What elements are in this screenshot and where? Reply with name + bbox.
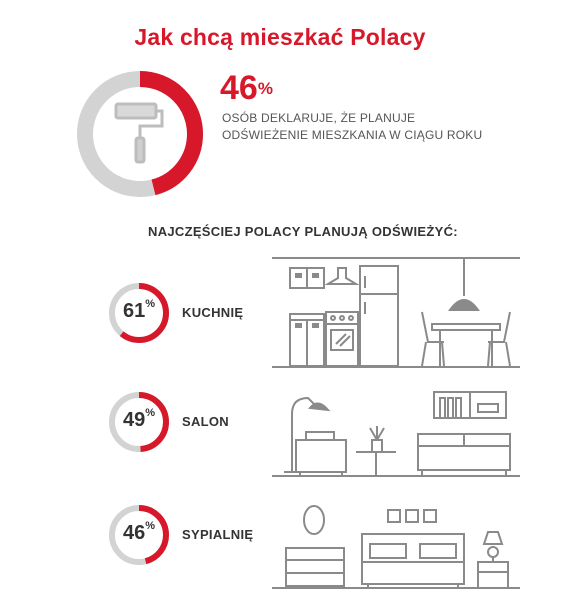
living-room-percent: 49% (122, 407, 156, 431)
kitchen-percent: 61% (122, 298, 156, 322)
summary-donut (72, 66, 208, 202)
summary-description-line: OSÓB DEKLARUJE, ŻE PLANUJE (222, 111, 416, 125)
summary-number: 46 (220, 69, 258, 107)
living-room-label: SALON (182, 414, 229, 429)
summary-value (220, 68, 273, 108)
page-title: Jak chcą mieszkać Polacy (134, 24, 426, 50)
kitchen-label: KUCHNIĘ (182, 305, 244, 320)
living-room-illustration (272, 384, 524, 480)
summary-unit: % (257, 79, 273, 98)
kitchen-illustration (272, 254, 524, 370)
bedroom-label: SYPIALNIĘ (182, 527, 254, 542)
paint-roller-icon (116, 104, 162, 162)
bedroom-donut (106, 502, 172, 568)
bedroom-percent: 46% (122, 520, 156, 544)
section-subtitle: NAJCZĘŚCIEJ POLACY PLANUJĄ ODŚWIEŻYĆ: (148, 224, 458, 239)
summary-description-line: ODŚWIEŻENIE MIESZKANIA W CIĄGU ROKU (222, 128, 483, 142)
summary-description (222, 110, 522, 144)
living-room-donut (106, 389, 172, 455)
kitchen-donut (106, 280, 172, 346)
bedroom-illustration (272, 500, 524, 592)
